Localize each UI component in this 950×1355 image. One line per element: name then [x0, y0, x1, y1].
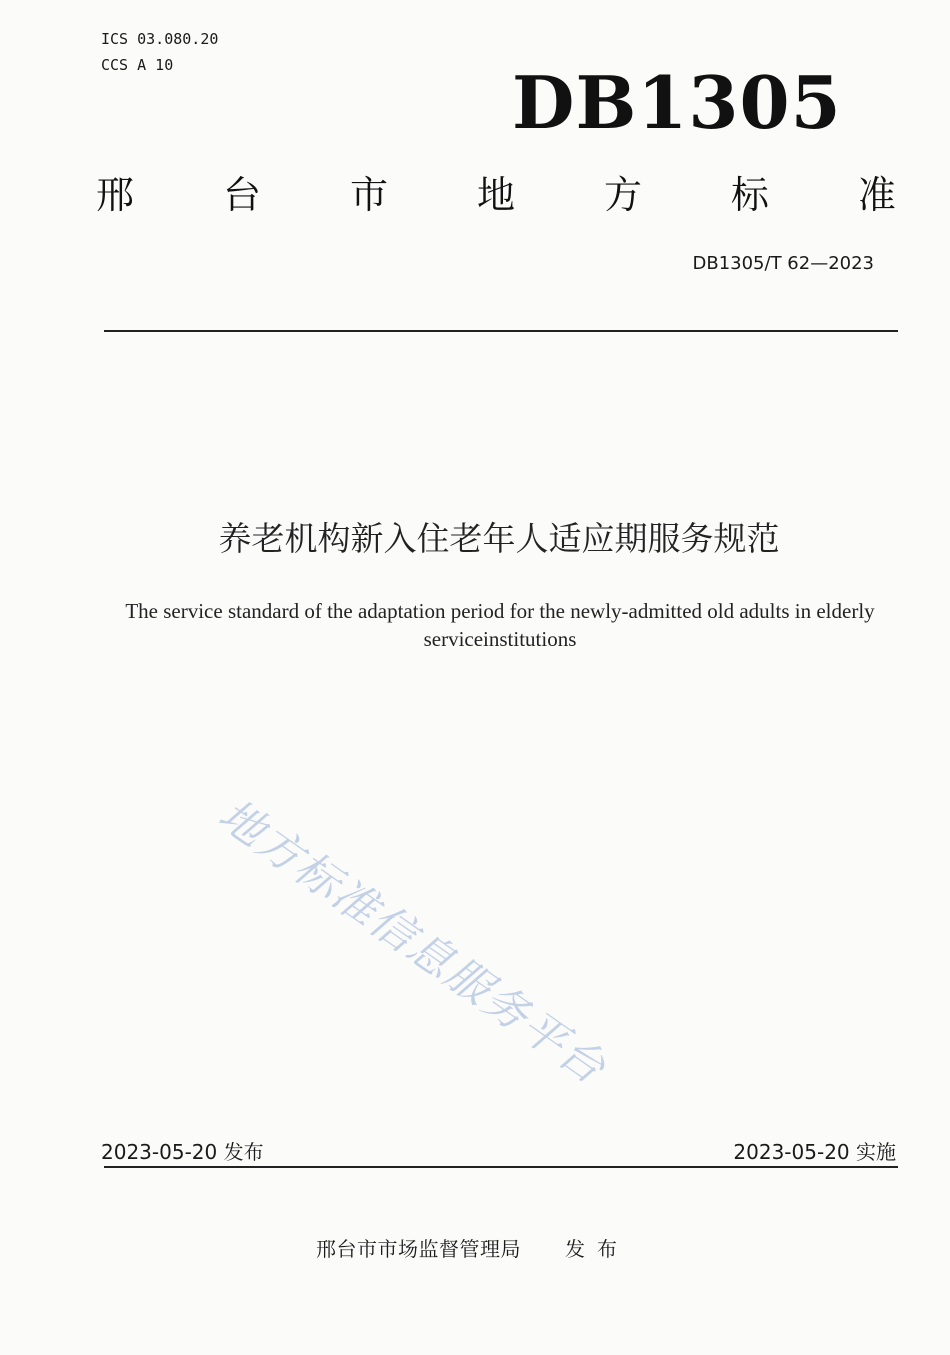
- standard-type-char: 标: [730, 173, 769, 217]
- issuer-action: 发布: [565, 1237, 629, 1261]
- standard-type-char: 邢: [96, 173, 135, 217]
- standard-type-char: 方: [603, 173, 642, 217]
- standard-type-char: 准: [857, 173, 896, 217]
- standard-code-logo: DB1305: [512, 60, 842, 145]
- header-divider: [104, 330, 898, 332]
- standard-type-char: 市: [349, 173, 388, 217]
- title-chinese: 养老机构新入住老年人适应期服务规范: [218, 519, 780, 558]
- ics-code: ICS 03.080.20: [101, 30, 219, 48]
- issuer-organization: 邢台市市场监督管理局: [316, 1237, 521, 1261]
- standard-type-char: 地: [476, 173, 515, 217]
- ccs-code: CCS A 10: [101, 56, 174, 74]
- standard-type-char: 台: [222, 173, 261, 217]
- footer-divider: [104, 1166, 898, 1168]
- title-english: The service standard of the adaptation period for the newly-admitted old adults in elderly serviceinstitutions: [125, 599, 875, 651]
- standard-number: DB1305/T 62—2023: [692, 253, 874, 274]
- issue-date: 2023-05-20 发布: [101, 1140, 264, 1164]
- implementation-date: 2023-05-20 实施: [733, 1140, 896, 1164]
- issuing-authority: [316, 1235, 629, 1263]
- watermark: 地方标准信息服务平台: [209, 789, 616, 1095]
- standard-type-heading: [96, 170, 896, 220]
